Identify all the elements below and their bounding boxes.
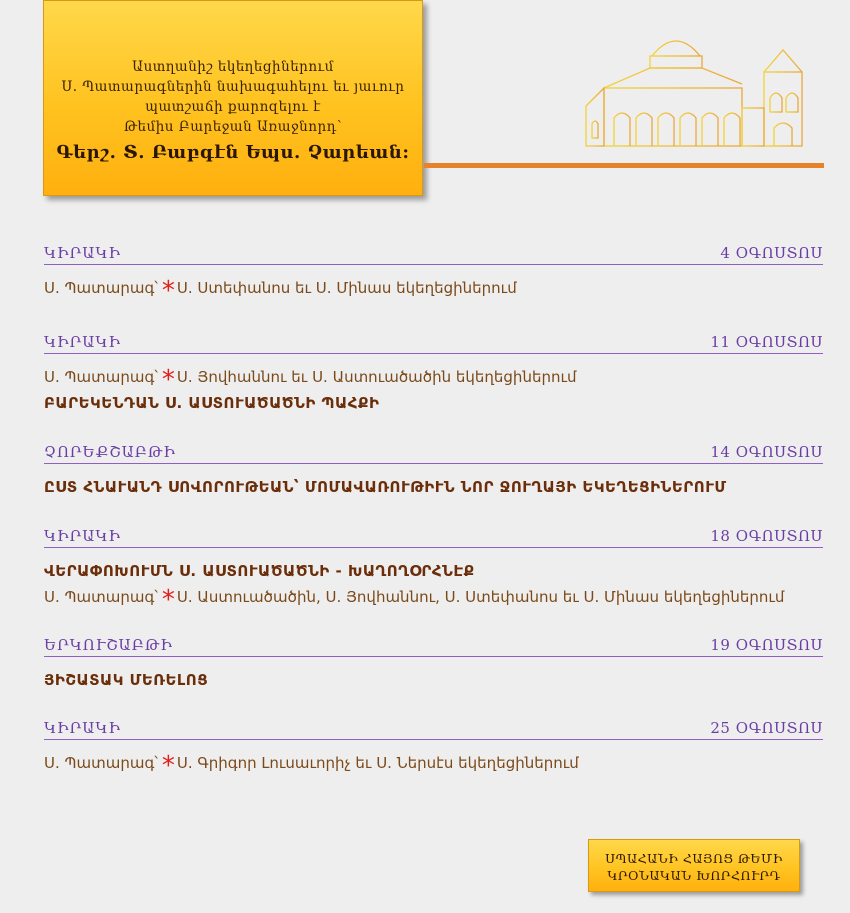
liturgy-text: Ս. Գրիգոր Լուսաւորիչ եւ Ս. Ներսէս եկեղեցիներում	[176, 754, 579, 772]
header-line-3: պատշաճի քարոզելու է	[145, 99, 321, 115]
event-header	[44, 443, 823, 464]
event-header	[44, 333, 823, 354]
header-line-4: Թեմիս Բարեջան Առաջնորդ՝	[123, 119, 343, 135]
liturgy-prefix: Ս. Պատարագ՝	[44, 279, 158, 297]
event-day: ԿԻՐԱԿԻ	[44, 244, 122, 262]
header-box	[43, 0, 423, 196]
liturgy-text: Ս. Աստուածածին, Ս. Յովհաննու, Ս. Ստեփանոս եւ Ս. Մինաս եկեղեցիներում	[176, 588, 785, 606]
event-day: ՉՈՐԵՔՇԱԲԹԻ	[44, 443, 177, 461]
event-date: 14 ՕԳՈՍՏՈՍ	[710, 443, 823, 461]
event-date: 25 ՕԳՈՍՏՈՍ	[710, 719, 823, 737]
event-aug-19	[44, 636, 823, 689]
council-line-2: ԿՐՕՆԱԿԱՆ ԽՈՐՀՈՒՐԴ	[607, 868, 781, 883]
star-icon: *	[161, 585, 175, 615]
event-date: 11 ՕԳՈՍՏՈՍ	[710, 333, 823, 351]
council-box	[588, 839, 800, 892]
star-icon: *	[161, 751, 175, 781]
liturgy-line	[44, 751, 823, 781]
event-title: ՅԻՇԱՏԱԿ ՄԵՌԵԼՈՑ	[44, 671, 209, 689]
liturgy-line	[44, 585, 823, 615]
event-date: 19 ՕԳՈՍՏՈՍ	[710, 636, 823, 654]
event-header	[44, 244, 823, 265]
event-day: ԿԻՐԱԿԻ	[44, 333, 122, 351]
header-line-1: Աստղանիշ եկեղեցիներում	[132, 59, 334, 75]
event-aug-18	[44, 527, 823, 615]
liturgy-text: Ս. Ստեփանոս եւ Ս. Մինաս եկեղեցիներում	[176, 279, 517, 297]
church-illustration	[584, 28, 820, 158]
event-aug-14	[44, 443, 823, 496]
event-header	[44, 527, 823, 548]
star-icon: *	[161, 276, 175, 306]
liturgy-line	[44, 276, 823, 306]
star-icon: *	[161, 365, 175, 395]
header-line-2: Ս. Պատարագներին նախագահելու եւ յաւուր	[61, 79, 405, 95]
liturgy-text: Ս. Յովհաննու եւ Ս. Աստուածածին եկեղեցիներում	[176, 368, 577, 386]
liturgy-prefix: Ս. Պատարագ՝	[44, 588, 158, 606]
event-title: ԲԱՐԵԿԵՆԴԱՆ Ս. ԱՍՏՈՒԱԾԱԾՆԻ ՊԱՀՔԻ	[44, 394, 380, 412]
event-aug-25	[44, 719, 823, 781]
event-date: 4 ՕԳՈՍՏՈՍ	[720, 244, 823, 262]
header-divider	[424, 163, 824, 168]
event-header	[44, 719, 823, 740]
event-day: ԵՐԿՈՒՇԱԲԹԻ	[44, 636, 173, 654]
event-day: ԿԻՐԱԿԻ	[44, 527, 122, 545]
event-aug-11	[44, 333, 823, 412]
event-day: ԿԻՐԱԿԻ	[44, 719, 122, 737]
liturgy-line	[44, 365, 823, 395]
bishop-name: Գերշ. Տ. Բաբգէն Եպս. Չարեան:	[56, 142, 410, 163]
event-title: ՎԵՐԱՓՈԽՈՒՄՆ Ս. ԱՍՏՈՒԱԾԱԾՆԻ - ԽԱՂՈՂՕՐՀՆԷՔ	[44, 562, 475, 580]
event-aug-4	[44, 244, 823, 306]
liturgy-prefix: Ս. Պատարագ՝	[44, 368, 158, 386]
council-line-1: ՍՊԱՀԱՆԻ ՀԱՅՈՑ ԹԵՄԻ	[605, 851, 783, 866]
event-title: ԸՍՏ ՀՆԱՒԱՆԴ ՍՈՎՈՐՈՒԹԵԱՆ՝ ՄՈՄԱՎԱՌՈՒԹԻՒՆ ՆՈՐ ՋՈՒՂԱՅԻ ԵԿԵՂԵՑԻՆԵՐՈՒՄ	[44, 478, 727, 496]
liturgy-prefix: Ս. Պատարագ՝	[44, 754, 158, 772]
event-date: 18 ՕԳՈՍՏՈՍ	[710, 527, 823, 545]
event-header	[44, 636, 823, 657]
